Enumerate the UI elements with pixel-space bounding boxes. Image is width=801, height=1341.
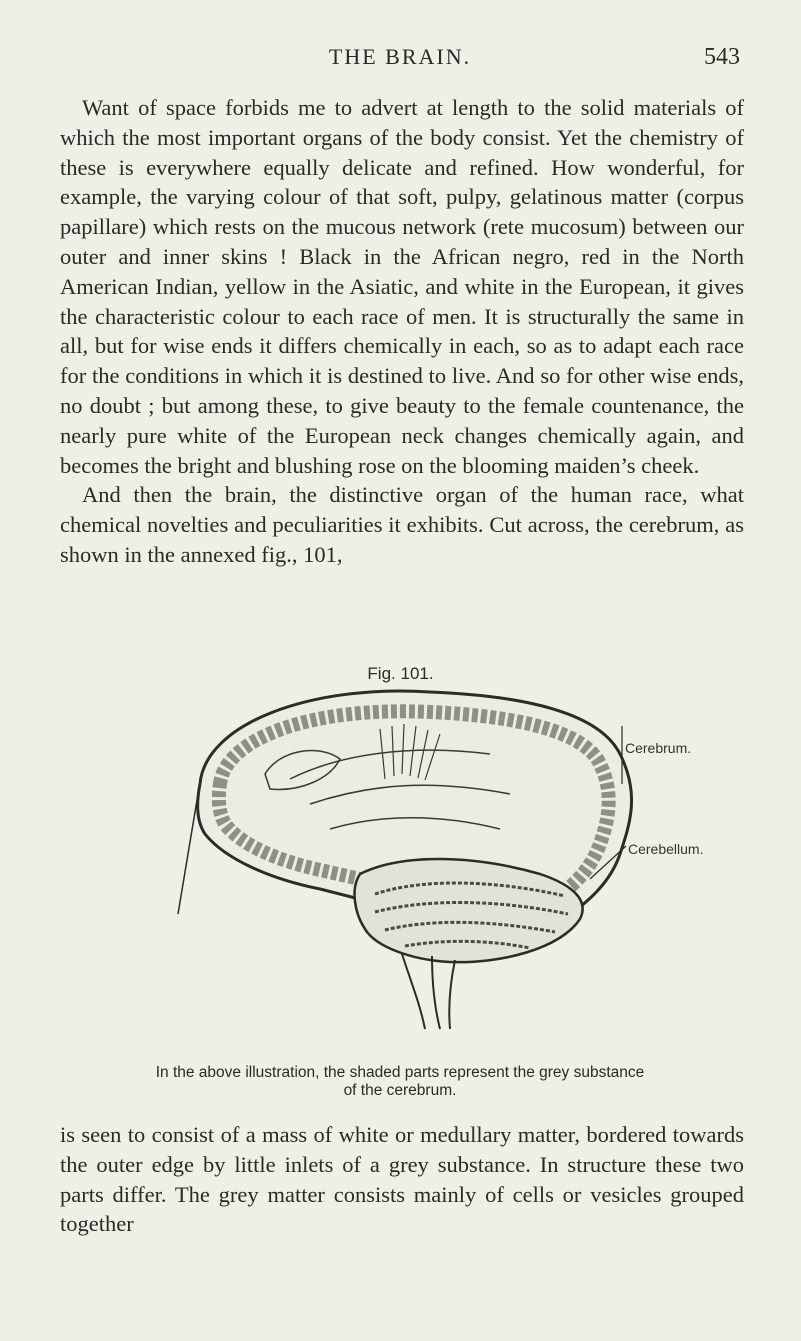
- page-header: [60, 44, 740, 74]
- bottom-text-block: [60, 1120, 744, 1239]
- figure-caption: In the above illustration, the shaded parts represent the grey substance of the cerebrum.: [155, 1064, 645, 1099]
- top-text-block: [60, 93, 744, 570]
- brain-figure: [170, 684, 750, 1064]
- paragraph-1: Want of space forbids me to advert at length to the solid materials of which the most important organs of the body consist. Yet the chemistry of these is everywhere equally delicate and refined. How wonderful, for example, the varying colour of that soft, pulpy, gelatinous matter (corpus papillare) which rests on the mucous network (rete mucosum) between our outer and inner skins ! Black in the African negro, red in the North American Indian, yellow in the Asiatic, and white in the European, it gives the characteristic colour to each race of men. It is structurally the same in all, but for wise ends it differs chemically in each, so as to adapt each race for the conditions in which it is destined to live. And so for other wise ends, no doubt ; but among these, to give beauty to the female countenance, the nearly pure white of the European neck changes chemically again, and becomes the bright and blushing rose on the blooming maiden’s cheek.: [60, 95, 744, 478]
- callout-cerebrum: Cerebrum.: [625, 740, 692, 756]
- paragraph-3: is seen to consist of a mass of white or medullary matter, bordered towards the outer edge by little inlets of a grey substance. In structure these two parts differ. The grey matter consists mainly of cells or vesicles grouped together: [60, 1122, 744, 1237]
- left-tick: [178, 794, 198, 914]
- callout-cerebellum: Cerebellum.: [628, 841, 704, 857]
- page-number: 543: [704, 44, 740, 70]
- paragraph-2: And then the brain, the distinctive organ of the human race, what chemical novelties and peculiarities it exhibits. Cut across, the cerebrum, as shown in the annexed fig., 101,: [60, 482, 744, 567]
- running-head: THE BRAIN.: [328, 44, 472, 69]
- figure-label: Fig. 101.: [367, 664, 434, 683]
- spinal-stem: [402, 954, 455, 1029]
